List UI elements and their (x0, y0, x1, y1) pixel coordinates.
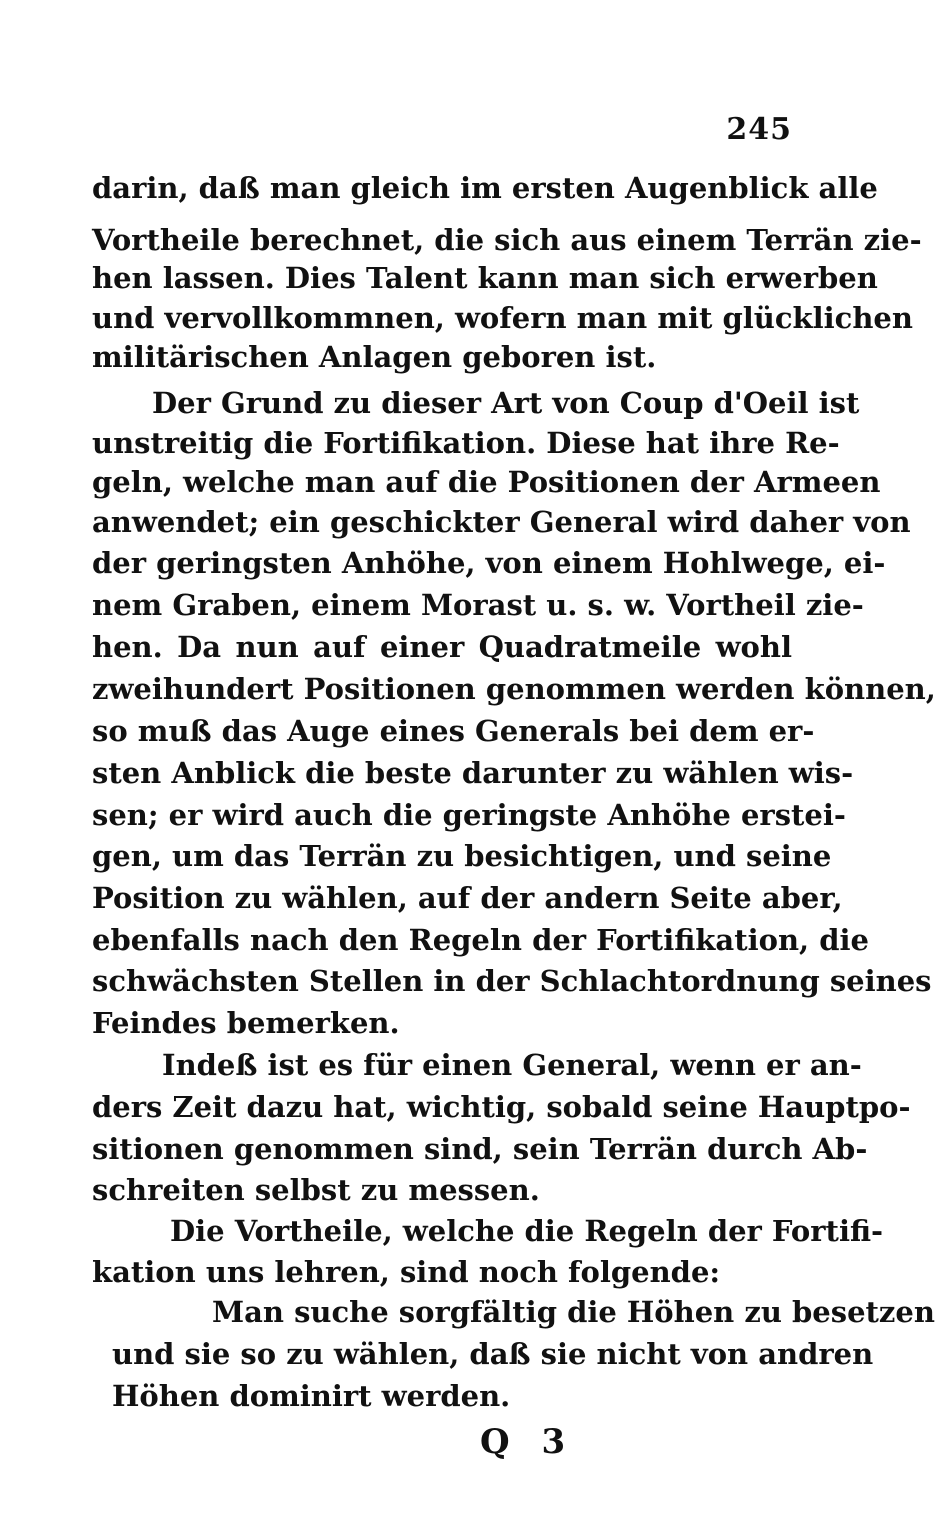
text-line: sten Anblick die beste darunter zu wählen wis- (92, 756, 854, 790)
text-line: und vervollkommnen, wofern man mit glücklichen (92, 301, 913, 335)
text-line: Man suche sorgfältig die Höhen zu besetzen (212, 1295, 935, 1329)
text-line: hen. Da nun auf einer Quadratmeile wohl (92, 630, 792, 664)
text-line: gen, um das Terrän zu besichtigen, und seine (92, 839, 832, 873)
text-line: so muß das Auge eines Generals bei dem er- (92, 714, 815, 748)
text-line: Position zu wählen, auf der andern Seite aber, (92, 881, 843, 915)
text-line: nem Graben, einem Morast u. s. w. Vortheil zie- (92, 588, 864, 622)
text-line: zweihundert Positionen genommen werden können, (92, 672, 936, 706)
text-line: Der Grund zu dieser Art von Coup d'Oeil ist (152, 386, 860, 420)
text-line: ebenfalls nach den Regeln der Fortifikation, die (92, 923, 869, 957)
text-line: Die Vortheile, welche die Regeln der Fortifi- (170, 1214, 884, 1248)
text-line: kation uns lehren, sind noch folgende: (92, 1255, 721, 1289)
text-line: Indeß ist es für einen General, wenn er an- (162, 1048, 862, 1082)
text-line: hen lassen. Dies Talent kann man sich erwerben (92, 261, 878, 295)
text-line: sen; er wird auch die geringste Anhöhe erstei- (92, 798, 846, 832)
text-line: schwächsten Stellen in der Schlachtordnung seines (92, 964, 932, 998)
text-line: der geringsten Anhöhe, von einem Hohlwege, ei- (92, 546, 886, 580)
text-line: sitionen genommen sind, sein Terrän durch Ab- (92, 1132, 868, 1166)
text-line: ders Zeit dazu hat, wichtig, sobald seine Hauptpo- (92, 1090, 911, 1124)
text-line: darin, daß man gleich im ersten Augenblick alle (92, 171, 878, 205)
signature-mark: Q 3 (480, 1422, 576, 1462)
text-line: schreiten selbst zu messen. (92, 1173, 540, 1207)
text-line: Feindes bemerken. (92, 1006, 400, 1040)
text-line: geln, welche man auf die Positionen der Armeen (92, 465, 881, 499)
text-line: anwendet; ein geschickter General wird daher von (92, 505, 911, 539)
text-line: Höhen dominirt werden. (112, 1379, 511, 1413)
page-number: 245 (726, 112, 792, 147)
text-line: militärischen Anlagen geboren ist. (92, 340, 657, 374)
text-line: und sie so zu wählen, daß sie nicht von andren (112, 1337, 874, 1371)
text-line: unstreitig die Fortifikation. Diese hat ihre Re- (92, 426, 840, 460)
text-line: Vortheile berechnet, die sich aus einem Terrän zie- (92, 223, 922, 257)
